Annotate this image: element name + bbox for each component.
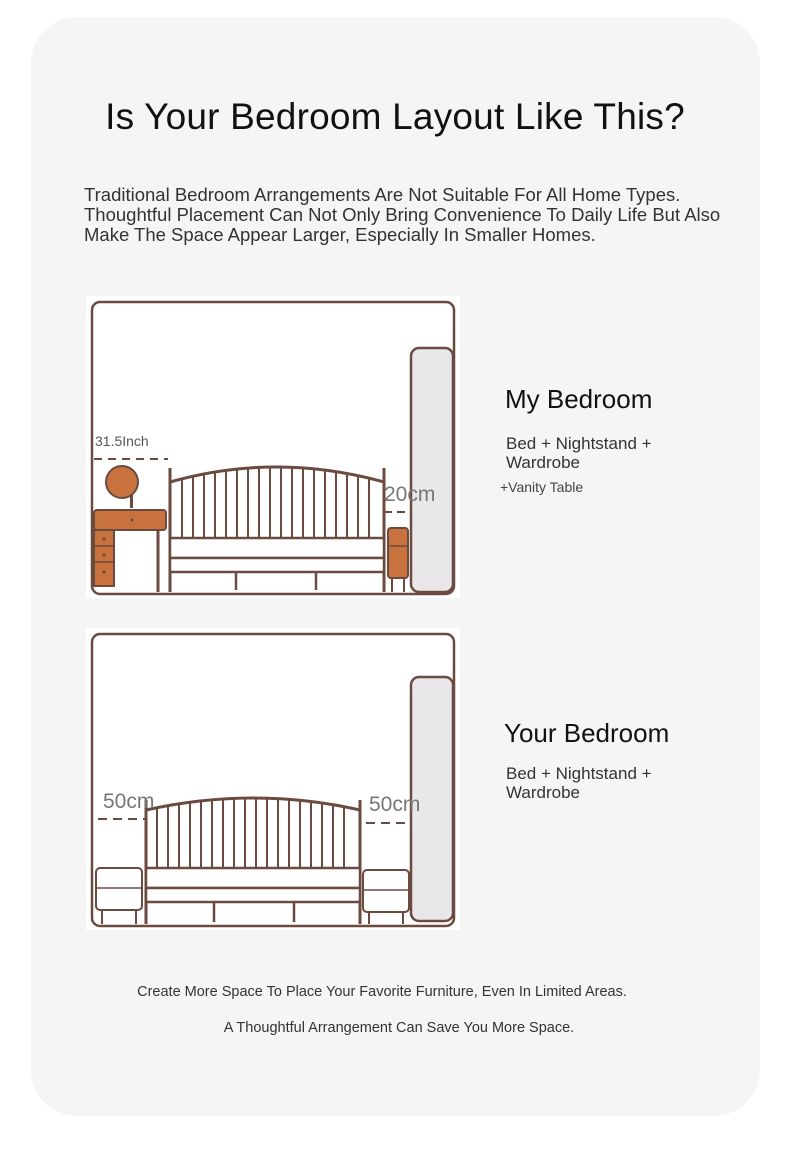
page-title: Is Your Bedroom Layout Like This? (105, 96, 685, 137)
your-measure-right: 50cm (369, 793, 421, 816)
your-bedroom-title: Your Bedroom (504, 718, 670, 748)
your-bedroom-line1: Bed + Nightstand + (506, 764, 652, 783)
my-bedroom-extra: +Vanity Table (500, 479, 584, 495)
your-bedroom-illustration (86, 628, 460, 930)
footer-line2: A Thoughtful Arrangement Can Save You More Space. (223, 1020, 575, 1036)
my-bedroom-diagram (86, 296, 460, 598)
my-measure-left: 31.5Inch (95, 433, 149, 449)
intro-text: Traditional Bedroom Arrangements Are Not Suitable For All Home Types. Thoughtful Placement Can Not Only Bring Convenience To Daily Life But Also Make The Space Appear Larger, Especially In Smaller Homes. (84, 184, 721, 245)
my-bedroom-line1: Bed + Nightstand + (506, 434, 652, 453)
your-bedroom-diagram (86, 628, 460, 930)
your-measure-left: 50cm (103, 790, 155, 813)
my-measure-right: 20cm (384, 483, 436, 506)
footer-line1: Create More Space To Place Your Favorite Furniture, Even In Limited Areas. (137, 984, 627, 1000)
my-bedroom-line2: Wardrobe (506, 453, 581, 472)
your-bedroom-line2: Wardrobe (506, 783, 581, 802)
my-bedroom-illustration (86, 296, 460, 598)
my-bedroom-title: My Bedroom (505, 384, 653, 414)
